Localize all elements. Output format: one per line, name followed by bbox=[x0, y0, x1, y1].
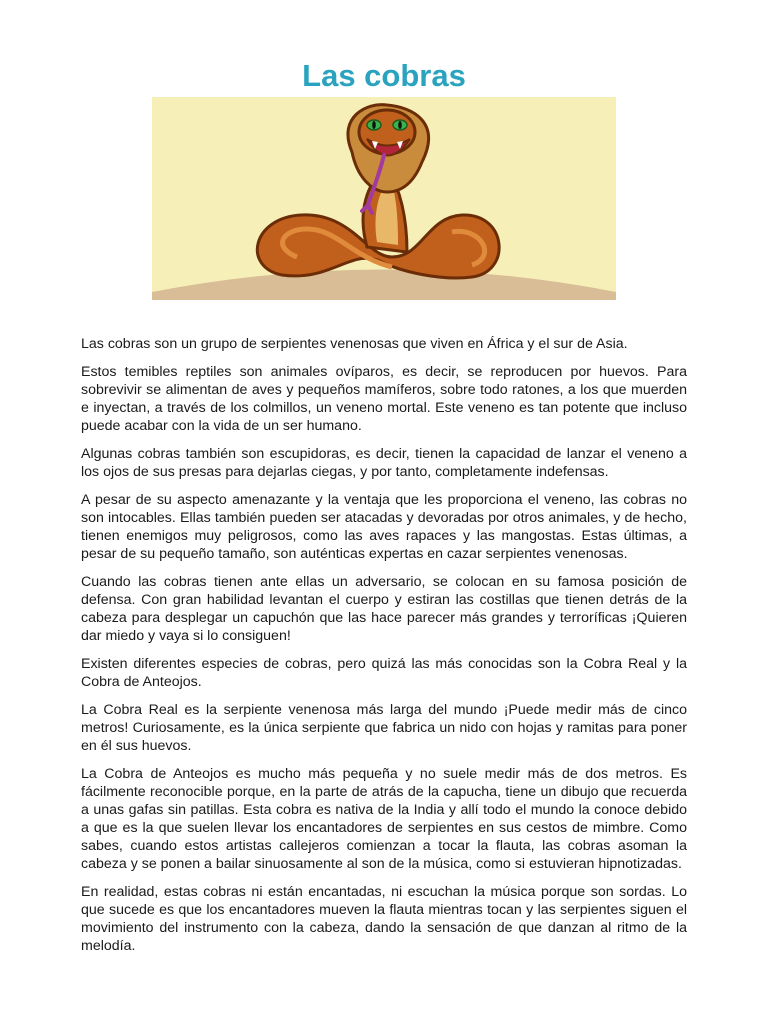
article-body bbox=[81, 335, 687, 965]
paragraph: En realidad, estas cobras ni están encantadas, ni escuchan la música porque son sordas. Lo que sucede es que los encantadores mueven la flauta mientras tocan y las serpientes siguen el movimiento del instrumento con la cabeza, dando la sensación de que danzan al ritmo de la melodía. bbox=[81, 884, 687, 954]
paragraph: Algunas cobras también son escupidoras, es decir, tienen la capacidad de lanzar el veneno a los ojos de sus presas para dejarlas ciegas, y por tanto, completamente indefensas. bbox=[81, 446, 687, 480]
paragraph: Cuando las cobras tienen ante ellas un adversario, se colocan en su famosa posición de defensa. Con gran habilidad levantan el cuerpo y estiran las costillas que tienen detrás de la cabeza para desplegar un capuchón que las hace parecer más grandes y terroríficas ¡Quieren dar miedo y vaya si lo consiguen! bbox=[81, 574, 687, 644]
paragraph: Estos temibles reptiles son animales ovíparos, es decir, se reproducen por huevos. Para sobrevivir se alimentan de aves y pequeños mamíferos, sobre todo ratones, a los que muerden e inyectan, a través de los colmillos, un veneno mortal. Este veneno es tan potente que incluso puede acabar con la vida de un ser humano. bbox=[81, 364, 687, 434]
paragraph: Las cobras son un grupo de serpientes venenosas que viven en África y el sur de Asia. bbox=[81, 336, 628, 352]
paragraph: La Cobra de Anteojos es mucho más pequeña y no suele medir más de dos metros. Es fácilmente reconocible porque, en la parte de atrás de la capucha, tiene un dibujo que recuerda a unas gafas sin patillas. Esta cobra es nativa de la India y allí todo el mundo la conoce debido a que es la que suelen llevar los encantadores de serpientes en sus cestos de mimbre. Como sabes, cuando estos artistas callejeros comienzan a tocar la flauta, las cobras asoman la cabeza y se ponen a bailar sinuosamente al son de la música, como si estuvieran hipnotizadas. bbox=[81, 766, 687, 872]
paragraph: La Cobra Real es la serpiente venenosa más larga del mundo ¡Puede medir más de cinco metros! Curiosamente, es la única serpiente que fabrica un nido con hojas y ramitas para poner en él sus huevos. bbox=[81, 702, 687, 754]
paragraph: A pesar de su aspecto amenazante y la ventaja que les proporciona el veneno, las cobras no son intocables. Ellas también pueden ser atacadas y devoradas por otros animales, y de hecho, tienen enemigos muy peligrosos, como las aves rapaces y las mangostas. Estas últimas, a pesar de su pequeño tamaño, son auténticas expertas en cazar serpientes venenosas. bbox=[81, 492, 687, 562]
cobra-icon bbox=[152, 97, 616, 300]
cobra-illustration bbox=[152, 97, 616, 300]
page-title: Las cobras bbox=[302, 58, 466, 93]
paragraph: Existen diferentes especies de cobras, pero quizá las más conocidas son la Cobra Real y la Cobra de Anteojos. bbox=[81, 656, 687, 690]
